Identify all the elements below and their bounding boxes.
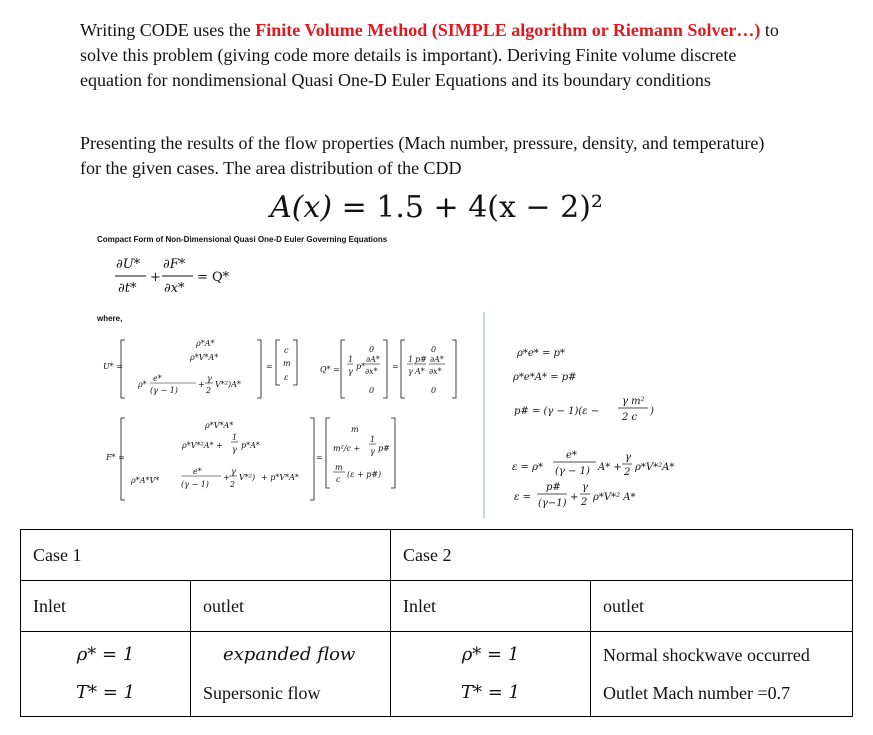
svg-text:p#: p# (378, 444, 390, 453)
case2-header: Case 2 (391, 530, 853, 581)
case2-inlet-values (391, 632, 591, 717)
svg-text:ρ*A*V*: ρ*A*V* (131, 476, 160, 485)
svg-text:ρ*V*A*: ρ*V*A* (205, 421, 234, 430)
intro-method: Finite Volume Method (SIMPLE algorithm or Riemann Solver…) (255, 20, 761, 40)
svg-text:p*A*: p*A* (241, 441, 260, 450)
svg-text:ρ*V*²A*: ρ*V*²A* (635, 462, 675, 473)
svg-text:U* =: U* = (103, 362, 123, 371)
svg-text:γ: γ (582, 482, 588, 493)
svg-text:∂F*: ∂F* (163, 257, 186, 272)
svg-text:p*: p* (356, 362, 366, 371)
svg-text:2: 2 (624, 467, 631, 478)
svg-text:ρ*V*² A*: ρ*V*² A* (593, 492, 636, 503)
svg-text:(γ − 1): (γ − 1) (181, 480, 209, 489)
area-formula-lhs: A(x) (270, 190, 333, 225)
svg-text:e*: e* (193, 467, 202, 476)
case2-inlet-label: Inlet (391, 581, 591, 632)
svg-text:∂A*: ∂A* (430, 355, 444, 364)
svg-text:+: + (223, 473, 230, 482)
svg-text:ρ*e* = p*: ρ*e* = p* (517, 348, 565, 359)
svg-text:2: 2 (581, 497, 588, 508)
equations-title: Compact Form of Non-Dimensional Quasi One-D Euler Governing Equations (97, 235, 388, 244)
svg-text:p# = (γ − 1)(ε −: p# = (γ − 1)(ε − (514, 406, 600, 417)
svg-text:∂A*: ∂A* (366, 355, 380, 364)
svg-text:V*²)A*: V*²)A* (215, 380, 241, 389)
case2-outlet-mach: Outlet Mach number =0.7 (603, 683, 791, 703)
case2-inlet-temperature: T* = 1 (461, 682, 520, 703)
svg-text:∂U*: ∂U* (116, 257, 141, 272)
svg-text:+: + (150, 270, 161, 285)
cases-table (20, 529, 853, 717)
case1-outlet-condition: expanded flow (223, 644, 356, 665)
svg-text:1: 1 (408, 355, 414, 364)
area-formula-rhs: = 1.5 + 4(x − 2)² (332, 190, 603, 225)
case1-inlet-label: Inlet (21, 581, 191, 632)
case2-outlet-condition: Normal shockwave occurred (603, 645, 810, 665)
svg-text:0: 0 (431, 345, 437, 354)
svg-text:1: 1 (348, 355, 354, 364)
intro-tail: to solve this problem (giving code more details is important). Deriving Finite volume discrete equation for nondimensional Quasi One-D Euler Equations and its boundary conditions (80, 20, 779, 90)
svg-text:F* =: F* = (106, 453, 125, 462)
case2-outlet-values (591, 632, 853, 717)
svg-text:γ: γ (625, 452, 631, 463)
svg-text:2 c: 2 c (622, 412, 638, 423)
svg-text:∂x*: ∂x* (365, 367, 378, 376)
svg-text:ε: ε (284, 373, 289, 382)
svg-text:): ) (650, 406, 654, 417)
svg-text:=: = (266, 362, 273, 371)
svg-text:m²/c +: m²/c + (333, 444, 361, 453)
svg-text:m: m (335, 463, 343, 472)
svg-text:V*²): V*²) (239, 473, 256, 482)
svg-text:= Q*: = Q* (197, 270, 230, 285)
intro-paragraph-2: Presenting the results of the flow properties (Mach number, pressure, density, and temperature) for the given cases. The area distribution of the CDD (80, 133, 765, 178)
svg-text:γ: γ (231, 467, 236, 476)
svg-text:∂x*: ∂x* (164, 281, 185, 296)
svg-text:(γ−1): (γ−1) (538, 498, 567, 509)
svg-text:ε = ρ*: ε = ρ* (512, 462, 543, 473)
svg-text:γ: γ (207, 374, 212, 383)
svg-text:ρ*: ρ* (138, 380, 147, 389)
svg-text:γ: γ (348, 367, 353, 376)
svg-text:e*: e* (566, 450, 577, 461)
svg-text:+ p*V*A*: + p*V*A* (261, 473, 299, 482)
svg-text:=: = (316, 453, 323, 462)
svg-text:ρ*V*A*: ρ*V*A* (190, 353, 219, 362)
svg-text:(γ − 1): (γ − 1) (150, 386, 178, 395)
case2-inlet-density: ρ* = 1 (461, 644, 520, 665)
svg-text:A* +: A* + (598, 462, 622, 473)
case1-inlet-temperature: T* = 1 (76, 682, 135, 703)
svg-text:γ: γ (370, 447, 375, 456)
svg-text:2: 2 (230, 480, 236, 489)
svg-text:e*: e* (153, 374, 162, 383)
intro-lead: Writing CODE uses the (80, 20, 256, 40)
svg-text:1: 1 (232, 433, 238, 442)
svg-text:Q* =: Q* = (320, 365, 340, 374)
svg-text:c: c (336, 475, 341, 484)
svg-text:∂t*: ∂t* (118, 281, 137, 296)
svg-text:γ: γ (408, 367, 413, 376)
svg-text:m: m (351, 425, 359, 434)
svg-text:(γ − 1): (γ − 1) (555, 466, 590, 477)
case1-inlet-density: ρ* = 1 (76, 644, 135, 665)
case2-outlet-label: outlet (591, 581, 853, 632)
svg-text:0: 0 (369, 345, 375, 354)
svg-text:+: + (198, 380, 205, 389)
svg-text:A*: A* (415, 367, 425, 376)
case1-header: Case 1 (21, 530, 391, 581)
svg-text:=: = (392, 362, 399, 371)
svg-text:1: 1 (370, 435, 376, 444)
svg-text:2: 2 (206, 386, 212, 395)
svg-text:m: m (283, 359, 291, 368)
svg-text:ρ*A*: ρ*A* (196, 339, 215, 348)
svg-text:+: + (570, 492, 579, 503)
svg-text:0: 0 (431, 386, 437, 395)
svg-text:γ m²: γ m² (622, 396, 645, 407)
case1-outlet-label: outlet (191, 581, 391, 632)
svg-text:ε =: ε = (514, 492, 531, 503)
svg-text:ρ*V*²A* +: ρ*V*²A* + (182, 441, 223, 450)
svg-text:γ: γ (232, 445, 237, 454)
svg-text:p#: p# (546, 482, 561, 493)
svg-text:ρ*e*A* = p#: ρ*e*A* = p# (513, 372, 577, 383)
svg-text:c: c (284, 346, 289, 355)
svg-text:0: 0 (369, 386, 375, 395)
case1-outlet-values (191, 632, 391, 717)
where-label: where, (97, 314, 123, 323)
svg-text:p#: p# (415, 355, 427, 364)
svg-text:∂x*: ∂x* (429, 367, 442, 376)
case1-outlet-flow: Supersonic flow (203, 683, 321, 703)
svg-text:(ε + p#): (ε + p#) (347, 470, 382, 479)
case1-inlet-values (21, 632, 191, 717)
